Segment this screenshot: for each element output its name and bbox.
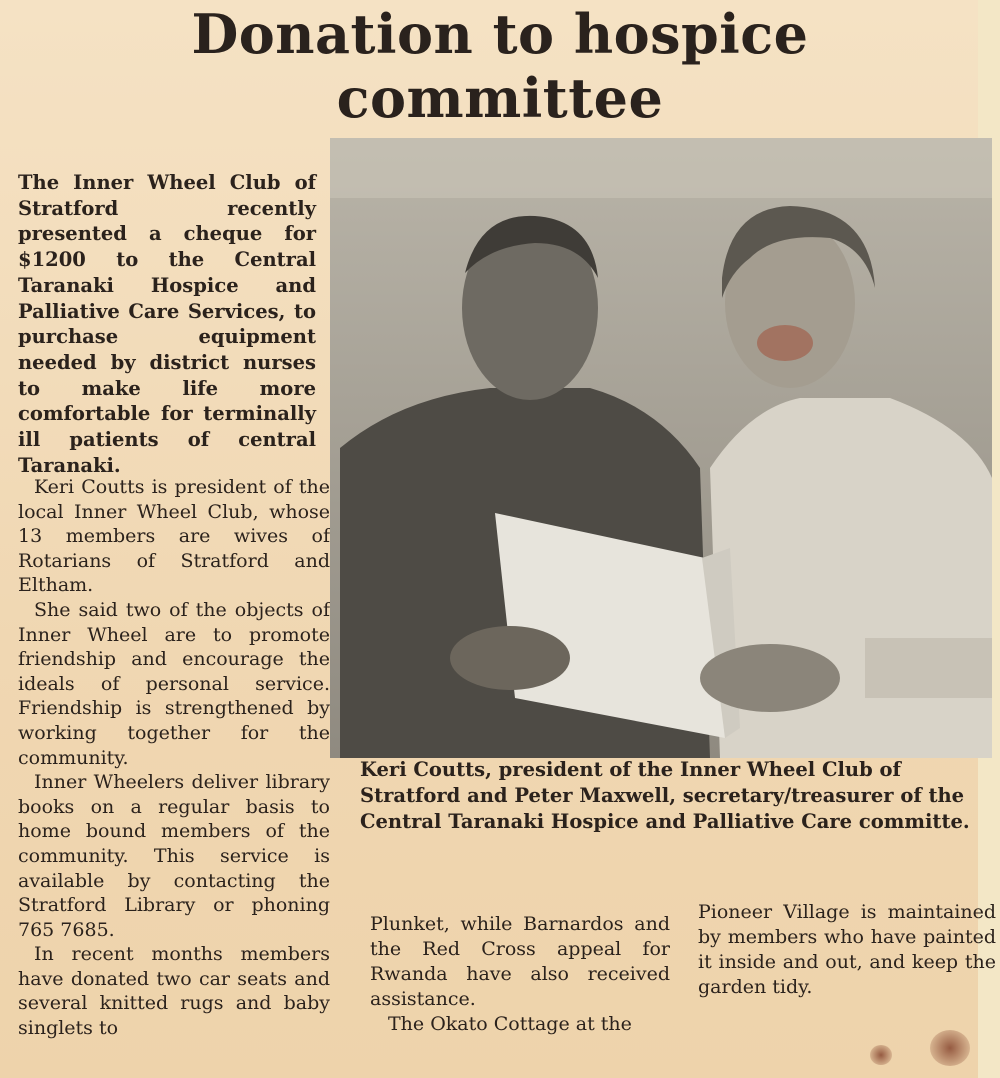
stain-mark xyxy=(870,1045,892,1065)
body-paragraph: Keri Coutts is president of the local Inner Wheel Club, whose 13 members are wives of Rotarians of Stratford and Eltham. xyxy=(18,476,330,597)
photo-caption: Keri Coutts, president of the Inner Wheel Club of Stratford and Peter Maxwell, secretary/treasurer of the Central Taranaki Hospice and Palliative Care committe. xyxy=(360,758,970,833)
article-body-column xyxy=(18,475,330,1041)
body-paragraph: In recent months members have donated two car seats and several knitted rugs and baby singlets to xyxy=(18,943,330,1040)
headline-line-2: committee xyxy=(336,66,664,130)
body-paragraph: Inner Wheelers deliver library books on a regular basis to home bound members of the community. This service is available by contacting the Stratford Library or phoning 765 7685. xyxy=(18,771,330,941)
col2-paragraph: The Okato Cottage at the xyxy=(388,1013,632,1035)
col3-paragraph: Pioneer Village is maintained by members who have painted it inside and out, and keep the garden tidy. xyxy=(698,901,996,998)
headline xyxy=(120,2,880,130)
article-column-3 xyxy=(698,900,996,1000)
intro-paragraph: The Inner Wheel Club of Stratford recently presented a cheque for $1200 to the Central Taranaki Hospice and Palliative Care Services, to purchase equipment needed by district nurses to make life more comfortable for terminally ill patients of central Taranaki. xyxy=(18,171,316,477)
news-photo xyxy=(330,138,992,758)
stain-mark xyxy=(930,1030,970,1066)
body-paragraph: She said two of the objects of Inner Wheel are to promote friendship and encourage the ideals of personal service. Friendship is strengthened by working together for the community. xyxy=(18,598,330,769)
article-column-2 xyxy=(370,912,670,1037)
col2-paragraph: Plunket, while Barnardos and the Red Cross appeal for Rwanda have also received assistance. xyxy=(370,913,670,1010)
headline-line-1: Donation to hospice xyxy=(191,2,809,66)
